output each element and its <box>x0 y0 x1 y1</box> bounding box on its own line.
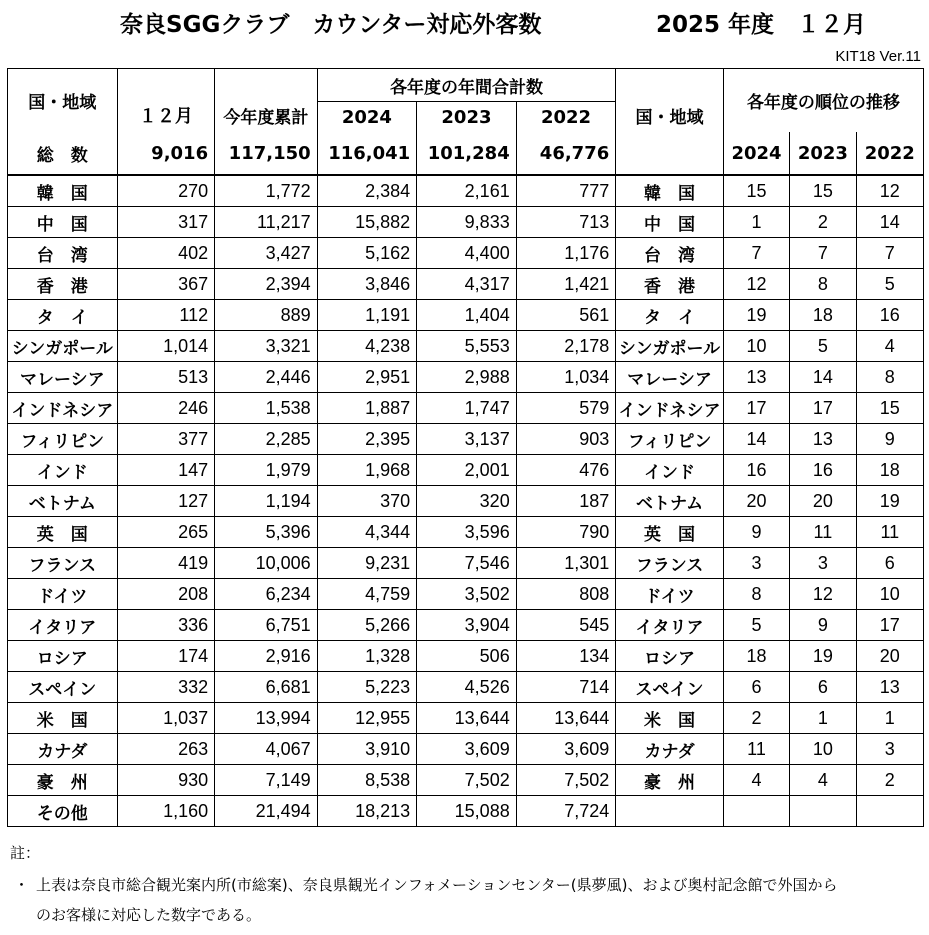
month-value: 317 <box>117 207 215 238</box>
value-2024: 2,395 <box>317 424 417 455</box>
rank-2022: 8 <box>856 362 923 393</box>
value-2024: 2,384 <box>317 175 417 207</box>
rank-2022: 16 <box>856 300 923 331</box>
month-value: 246 <box>117 393 215 424</box>
ytd-value: 13,994 <box>215 703 318 734</box>
country-name: フランス <box>8 548 118 579</box>
notes-line-1 <box>14 874 837 895</box>
value-2023: 3,609 <box>417 734 517 765</box>
table-row <box>8 455 924 486</box>
country-name: ロシア <box>8 641 118 672</box>
ytd-value: 6,681 <box>215 672 318 703</box>
rank-country-name: イタリア <box>616 610 724 641</box>
value-2022: 1,034 <box>516 362 616 393</box>
value-2022: 1,421 <box>516 269 616 300</box>
month-value: 377 <box>117 424 215 455</box>
table-row <box>8 269 924 300</box>
rank-year-2024: 2024 <box>723 132 789 175</box>
rank-2024: 1 <box>723 207 789 238</box>
value-2023: 2,988 <box>417 362 517 393</box>
rank-country-name: 中 国 <box>616 207 724 238</box>
value-2024: 12,955 <box>317 703 417 734</box>
value-2022: 134 <box>516 641 616 672</box>
value-2023: 506 <box>417 641 517 672</box>
notes-title: 註： <box>10 844 41 862</box>
value-2024: 1,328 <box>317 641 417 672</box>
bullet-icon: ・ <box>14 876 30 894</box>
month-value: 419 <box>117 548 215 579</box>
country-name: インドネシア <box>8 393 118 424</box>
rank-2024: 11 <box>723 734 789 765</box>
value-2022: 545 <box>516 610 616 641</box>
value-2024: 5,162 <box>317 238 417 269</box>
rank-2022: 18 <box>856 455 923 486</box>
rank-country-name: ドイツ <box>616 579 724 610</box>
country-name: フィリピン <box>8 424 118 455</box>
month-value: 147 <box>117 455 215 486</box>
rank-2023: 10 <box>790 734 856 765</box>
country-name: インド <box>8 455 118 486</box>
value-2022: 7,502 <box>516 765 616 796</box>
month-value: 402 <box>117 238 215 269</box>
month-value: 270 <box>117 175 215 207</box>
rank-2024: 13 <box>723 362 789 393</box>
month-value: 336 <box>117 610 215 641</box>
value-2023: 9,833 <box>417 207 517 238</box>
value-2022: 1,176 <box>516 238 616 269</box>
visitor-table <box>7 68 924 827</box>
header-year-2022: 2022 <box>516 102 616 133</box>
country-name: 中 国 <box>8 207 118 238</box>
country-name: 台 湾 <box>8 238 118 269</box>
rank-2023: 11 <box>790 517 856 548</box>
rank-2024: 9 <box>723 517 789 548</box>
ytd-value: 5,396 <box>215 517 318 548</box>
rank-2022: 14 <box>856 207 923 238</box>
header-year-2024: 2024 <box>317 102 417 133</box>
rank-country-name: フランス <box>616 548 724 579</box>
rank-2024: 15 <box>723 175 789 207</box>
rank-country-name: スペイン <box>616 672 724 703</box>
ytd-value: 2,394 <box>215 269 318 300</box>
rank-2023: 6 <box>790 672 856 703</box>
country-name: ベトナム <box>8 486 118 517</box>
value-2024: 1,887 <box>317 393 417 424</box>
table-row <box>8 579 924 610</box>
header-current-month: １２月 <box>117 69 215 133</box>
rank-country-name: タ イ <box>616 300 724 331</box>
value-2022: 790 <box>516 517 616 548</box>
value-2022: 808 <box>516 579 616 610</box>
value-2023: 4,400 <box>417 238 517 269</box>
value-2022: 476 <box>516 455 616 486</box>
value-2022: 13,644 <box>516 703 616 734</box>
country-name: その他 <box>8 796 118 827</box>
value-2024: 18,213 <box>317 796 417 827</box>
rank-2024: 16 <box>723 455 789 486</box>
value-2024: 5,266 <box>317 610 417 641</box>
table-row <box>8 393 924 424</box>
table-row <box>8 703 924 734</box>
rank-2022: 11 <box>856 517 923 548</box>
rank-2024: 4 <box>723 765 789 796</box>
total-label: 総 数 <box>8 132 118 175</box>
table-row <box>8 641 924 672</box>
version-label: KIT18 Ver.11 <box>835 48 921 65</box>
value-2023: 15,088 <box>417 796 517 827</box>
table-row <box>8 424 924 455</box>
rank-country-name: 香 港 <box>616 269 724 300</box>
value-2024: 3,846 <box>317 269 417 300</box>
rank-2024: 6 <box>723 672 789 703</box>
country-name: イタリア <box>8 610 118 641</box>
country-name: マレーシア <box>8 362 118 393</box>
value-2024: 4,344 <box>317 517 417 548</box>
value-2023: 1,747 <box>417 393 517 424</box>
value-2023: 7,502 <box>417 765 517 796</box>
header-annual-totals: 各年度の年間合計数 <box>317 69 616 102</box>
ytd-value: 6,751 <box>215 610 318 641</box>
country-name: スペイン <box>8 672 118 703</box>
page-title: 奈良SGGクラブ カウンター対応外客数 <box>120 12 542 38</box>
rank-2022: 9 <box>856 424 923 455</box>
rank-2023: 20 <box>790 486 856 517</box>
table-row <box>8 517 924 548</box>
rank-2022: 12 <box>856 175 923 207</box>
value-2024: 370 <box>317 486 417 517</box>
value-2023: 13,644 <box>417 703 517 734</box>
month-value: 208 <box>117 579 215 610</box>
ytd-value: 10,006 <box>215 548 318 579</box>
rank-2023: 16 <box>790 455 856 486</box>
header-ytd: 今年度累計 <box>215 69 318 133</box>
rank-2024: 8 <box>723 579 789 610</box>
rank-2022: 19 <box>856 486 923 517</box>
rank-2023: 18 <box>790 300 856 331</box>
ytd-value: 11,217 <box>215 207 318 238</box>
month-value: 265 <box>117 517 215 548</box>
rank-country-name: インドネシア <box>616 393 724 424</box>
rank-2022: 13 <box>856 672 923 703</box>
rank-2023: 14 <box>790 362 856 393</box>
value-2023: 3,502 <box>417 579 517 610</box>
value-2023: 4,526 <box>417 672 517 703</box>
value-2022: 561 <box>516 300 616 331</box>
total-2022: 46,776 <box>516 132 616 175</box>
rank-2024: 12 <box>723 269 789 300</box>
month-value: 1,037 <box>117 703 215 734</box>
month-value: 332 <box>117 672 215 703</box>
rank-2023: 7 <box>790 238 856 269</box>
rank-country-name: シンガポール <box>616 331 724 362</box>
country-name: シンガポール <box>8 331 118 362</box>
notes-line-2: のお客様に対応した数字である。 <box>36 906 262 924</box>
total-ytd: 117,150 <box>215 132 318 175</box>
ytd-value: 21,494 <box>215 796 318 827</box>
value-2023: 3,137 <box>417 424 517 455</box>
value-2024: 15,882 <box>317 207 417 238</box>
rank-country-name <box>616 796 724 827</box>
ytd-value: 6,234 <box>215 579 318 610</box>
rank-2022: 2 <box>856 765 923 796</box>
rank-2024: 20 <box>723 486 789 517</box>
value-2022: 714 <box>516 672 616 703</box>
month-value: 930 <box>117 765 215 796</box>
rank-2024 <box>723 796 789 827</box>
value-2024: 5,223 <box>317 672 417 703</box>
value-2022: 1,301 <box>516 548 616 579</box>
rank-2024: 17 <box>723 393 789 424</box>
rank-year-2022: 2022 <box>856 132 923 175</box>
rank-country-name: フィリピン <box>616 424 724 455</box>
rank-2022: 17 <box>856 610 923 641</box>
ytd-value: 889 <box>215 300 318 331</box>
value-2024: 3,910 <box>317 734 417 765</box>
ytd-value: 2,285 <box>215 424 318 455</box>
month-value: 127 <box>117 486 215 517</box>
country-name: ドイツ <box>8 579 118 610</box>
rank-country-name: 韓 国 <box>616 175 724 207</box>
value-2024: 4,238 <box>317 331 417 362</box>
rank-2024: 3 <box>723 548 789 579</box>
ytd-value: 3,427 <box>215 238 318 269</box>
rank-2022: 20 <box>856 641 923 672</box>
rank-2024: 7 <box>723 238 789 269</box>
rank-2022: 1 <box>856 703 923 734</box>
rank-2023: 12 <box>790 579 856 610</box>
value-2024: 4,759 <box>317 579 417 610</box>
header-country-2: 国・地域 <box>616 69 724 133</box>
rank-2022: 7 <box>856 238 923 269</box>
table-row <box>8 207 924 238</box>
table-row <box>8 238 924 269</box>
rank-2023: 4 <box>790 765 856 796</box>
rank-2023: 15 <box>790 175 856 207</box>
rank-2022: 5 <box>856 269 923 300</box>
rank-2024: 10 <box>723 331 789 362</box>
country-name: 米 国 <box>8 703 118 734</box>
ytd-value: 1,538 <box>215 393 318 424</box>
value-2022: 7,724 <box>516 796 616 827</box>
table-row <box>8 734 924 765</box>
value-2023: 2,161 <box>417 175 517 207</box>
table-row <box>8 672 924 703</box>
value-2023: 3,596 <box>417 517 517 548</box>
value-2022: 777 <box>516 175 616 207</box>
rank-2023 <box>790 796 856 827</box>
rank-2023: 19 <box>790 641 856 672</box>
rank-country-name: 台 湾 <box>616 238 724 269</box>
month-value: 1,160 <box>117 796 215 827</box>
country-name: カナダ <box>8 734 118 765</box>
header-year-2023: 2023 <box>417 102 517 133</box>
country-name: タ イ <box>8 300 118 331</box>
title-row <box>0 6 929 38</box>
value-2024: 1,191 <box>317 300 417 331</box>
total-current-month: 9,016 <box>117 132 215 175</box>
value-2023: 320 <box>417 486 517 517</box>
rank-country-name: ベトナム <box>616 486 724 517</box>
value-2022: 903 <box>516 424 616 455</box>
value-2023: 2,001 <box>417 455 517 486</box>
notes-text-1: 上表は奈良市総合観光案内所(市総案)、奈良県観光インフォメーションセンター(県夢風)、および奥村記念館で外国から <box>36 876 838 894</box>
rank-2023: 17 <box>790 393 856 424</box>
rank-2022: 15 <box>856 393 923 424</box>
value-2024: 8,538 <box>317 765 417 796</box>
rank-2024: 5 <box>723 610 789 641</box>
rank-country-name: 米 国 <box>616 703 724 734</box>
country-name: 豪 州 <box>8 765 118 796</box>
month-value: 367 <box>117 269 215 300</box>
rank-2023: 13 <box>790 424 856 455</box>
rank-year-2023: 2023 <box>790 132 856 175</box>
total-2024: 116,041 <box>317 132 417 175</box>
month-value: 263 <box>117 734 215 765</box>
month-value: 112 <box>117 300 215 331</box>
value-2022: 579 <box>516 393 616 424</box>
ytd-value: 1,772 <box>215 175 318 207</box>
table-row <box>8 362 924 393</box>
header-rank-title: 各年度の順位の推移 <box>723 69 923 133</box>
rank-2024: 2 <box>723 703 789 734</box>
table-row <box>8 765 924 796</box>
rank-2024: 18 <box>723 641 789 672</box>
rank-country-name: 英 国 <box>616 517 724 548</box>
total-row <box>8 132 924 175</box>
header-country: 国・地域 <box>8 69 118 133</box>
rank-2024: 19 <box>723 300 789 331</box>
rank-country-name: マレーシア <box>616 362 724 393</box>
table-row <box>8 796 924 827</box>
value-2022: 187 <box>516 486 616 517</box>
total-2023: 101,284 <box>417 132 517 175</box>
table-row <box>8 175 924 207</box>
rank-2022 <box>856 796 923 827</box>
ytd-value: 7,149 <box>215 765 318 796</box>
ytd-value: 2,446 <box>215 362 318 393</box>
rank-2022: 3 <box>856 734 923 765</box>
ytd-value: 1,194 <box>215 486 318 517</box>
value-2023: 7,546 <box>417 548 517 579</box>
total-country-blank <box>616 132 724 175</box>
rank-country-name: 豪 州 <box>616 765 724 796</box>
table-row <box>8 300 924 331</box>
rank-2022: 6 <box>856 548 923 579</box>
ytd-value: 2,916 <box>215 641 318 672</box>
rank-country-name: インド <box>616 455 724 486</box>
value-2022: 713 <box>516 207 616 238</box>
rank-2023: 1 <box>790 703 856 734</box>
rank-2023: 8 <box>790 269 856 300</box>
ytd-value: 1,979 <box>215 455 318 486</box>
report-period: 2025 年度 １２月 <box>656 12 867 38</box>
header-row-1 <box>8 69 924 102</box>
rank-2022: 10 <box>856 579 923 610</box>
rank-country-name: カナダ <box>616 734 724 765</box>
value-2023: 5,553 <box>417 331 517 362</box>
value-2024: 2,951 <box>317 362 417 393</box>
country-name: 英 国 <box>8 517 118 548</box>
value-2022: 3,609 <box>516 734 616 765</box>
month-value: 513 <box>117 362 215 393</box>
rank-country-name: ロシア <box>616 641 724 672</box>
month-value: 174 <box>117 641 215 672</box>
value-2022: 2,178 <box>516 331 616 362</box>
month-value: 1,014 <box>117 331 215 362</box>
table-row <box>8 548 924 579</box>
table-row <box>8 486 924 517</box>
ytd-value: 3,321 <box>215 331 318 362</box>
value-2023: 4,317 <box>417 269 517 300</box>
table-row <box>8 610 924 641</box>
country-name: 香 港 <box>8 269 118 300</box>
value-2024: 1,968 <box>317 455 417 486</box>
country-name: 韓 国 <box>8 175 118 207</box>
rank-2024: 14 <box>723 424 789 455</box>
rank-2023: 3 <box>790 548 856 579</box>
rank-2022: 4 <box>856 331 923 362</box>
ytd-value: 4,067 <box>215 734 318 765</box>
rank-2023: 2 <box>790 207 856 238</box>
value-2024: 9,231 <box>317 548 417 579</box>
rank-2023: 5 <box>790 331 856 362</box>
rank-2023: 9 <box>790 610 856 641</box>
value-2023: 1,404 <box>417 300 517 331</box>
value-2023: 3,904 <box>417 610 517 641</box>
table-row <box>8 331 924 362</box>
